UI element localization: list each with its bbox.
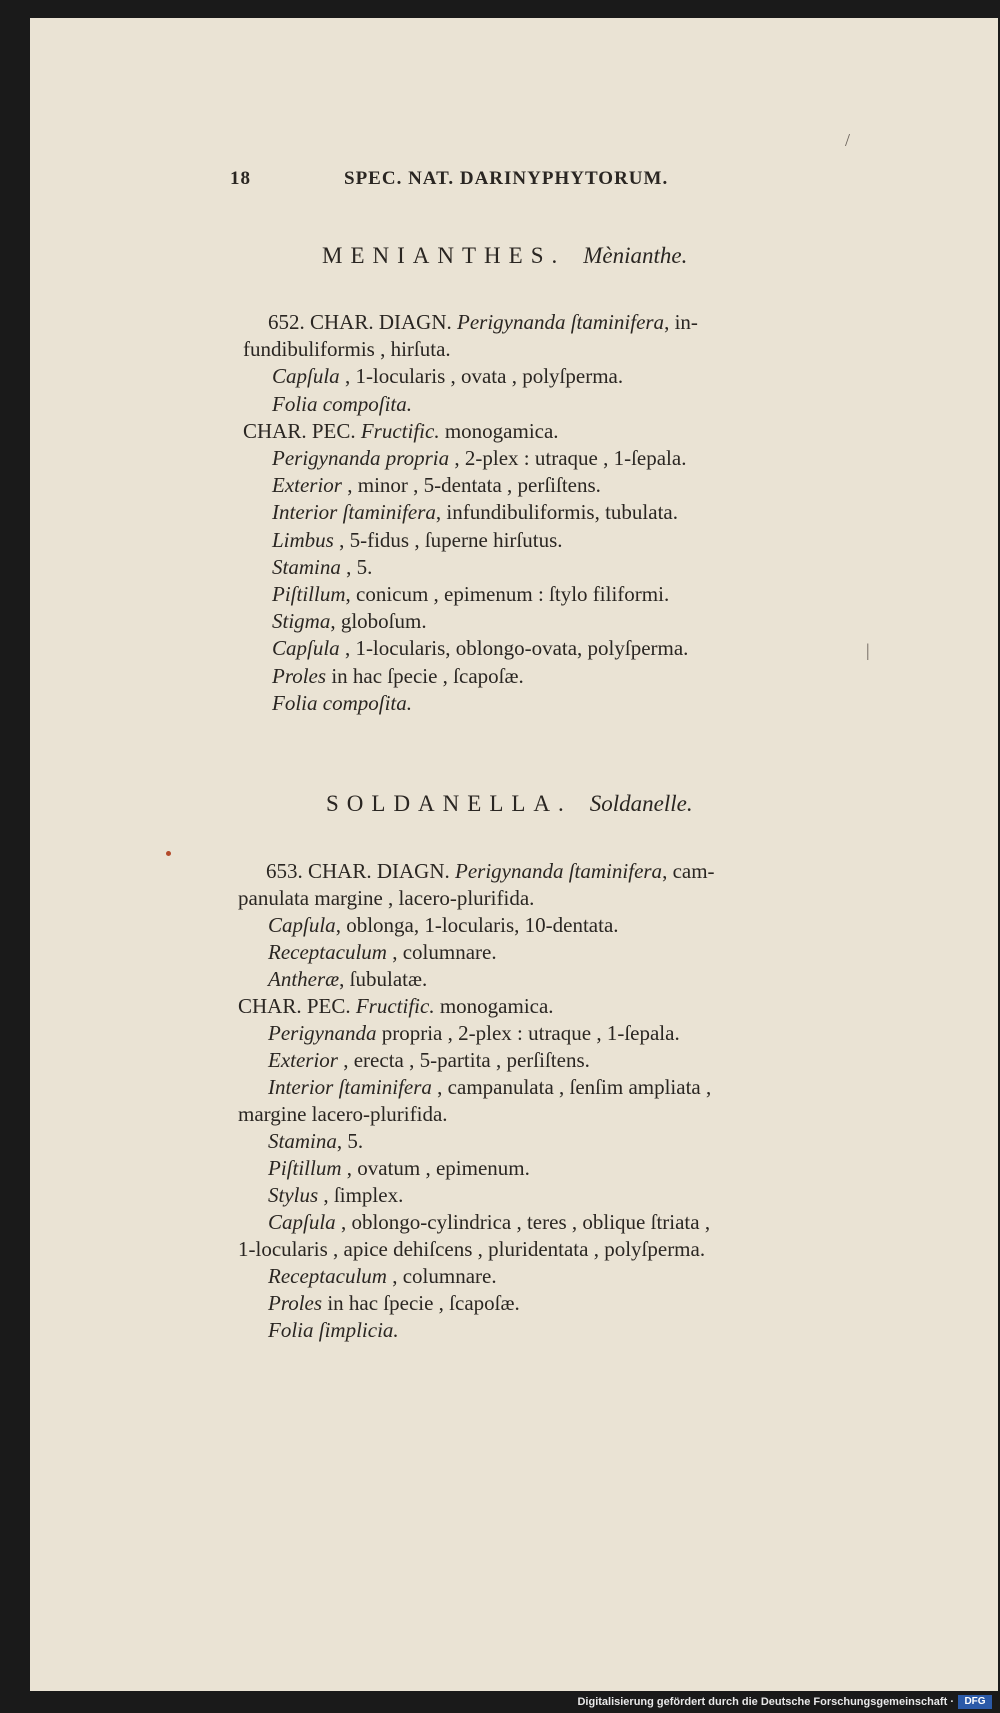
margin-mark: |	[866, 640, 870, 660]
running-title: SPEC. NAT. DARINYPHYTORUM.	[344, 168, 669, 189]
line-italic: Proles	[268, 1291, 323, 1315]
line-rest: , oblonga, 1-locularis, 10-dentata.	[335, 913, 619, 937]
line-text: panulata margine , lacero-plurifida.	[238, 886, 535, 910]
genus-name-italic: Mènianthe.	[583, 243, 688, 268]
text-line	[268, 1209, 710, 1235]
line-italic: Antheræ	[268, 967, 340, 991]
line-italic: Exterior	[268, 1048, 338, 1072]
line-rest: , in-	[664, 310, 698, 334]
line-italic: Stamina	[268, 1129, 337, 1153]
line-italic: Perigynanda ſtaminifera	[457, 310, 665, 334]
text-line	[268, 1317, 399, 1343]
line-rest: , infundibuliformis, tubulata.	[435, 500, 678, 524]
line-text: 652. CHAR. DIAGN.	[268, 310, 452, 334]
line-rest: , 2-plex : utraque , 1-ſepala.	[449, 446, 687, 470]
line-rest: in hac ſpecie , ſcapoſæ.	[322, 1291, 520, 1315]
dfg-logo-icon: DFG	[958, 1695, 992, 1709]
text-line	[268, 1020, 680, 1046]
text-line	[268, 939, 497, 965]
text-line	[268, 966, 427, 992]
line-rest: , cam-	[662, 859, 715, 883]
line-italic: Fructific.	[355, 994, 435, 1018]
text-line	[238, 1101, 448, 1127]
line-rest: , 5-fidus , ſuperne hirſutus.	[333, 528, 563, 552]
line-text: 1-locularis , apice dehiſcens , pluridentata , polyſperma.	[238, 1237, 706, 1261]
margin-mark: /	[845, 130, 851, 150]
text-line	[272, 527, 563, 553]
text-line	[272, 499, 678, 525]
text-line	[268, 1047, 590, 1073]
line-rest: , conicum , epimenum : ſtylo filiformi.	[345, 582, 670, 606]
text-line	[238, 993, 554, 1019]
line-italic: Exterior	[272, 473, 342, 497]
line-italic: Folia compoſita.	[272, 691, 412, 715]
line-rest: , erecta , 5-partita , perſiſtens.	[337, 1048, 590, 1072]
line-rest: propria , 2-plex : utraque , 1-ſepala.	[376, 1021, 680, 1045]
line-italic: Capſula	[268, 913, 336, 937]
line-rest: , columnare.	[386, 940, 497, 964]
line-italic: Perigynanda ſtaminifera	[455, 859, 663, 883]
text-block	[30, 18, 998, 1691]
line-italic: Folia compoſita.	[272, 392, 412, 416]
line-italic: Capſula	[272, 364, 340, 388]
line-rest: , ſubulatæ.	[339, 967, 428, 991]
text-line	[266, 858, 715, 884]
text-line	[268, 309, 698, 335]
genus-title	[326, 791, 693, 817]
footer-bar	[0, 1692, 1000, 1713]
genus-name-caps: MENIANTHES.	[322, 243, 566, 268]
line-rest: , ovatum , epimenum.	[341, 1156, 530, 1180]
line-text: fundibuliformis , hirſuta.	[243, 337, 451, 361]
line-italic: Capſula	[268, 1210, 336, 1234]
text-line	[272, 635, 688, 661]
line-text: CHAR. PEC.	[243, 419, 356, 443]
line-italic: Receptaculum	[268, 1264, 387, 1288]
line-italic: Interior ſtaminifera	[272, 500, 436, 524]
text-line	[272, 608, 427, 634]
line-rest: monogamica.	[439, 419, 559, 443]
page-number: 18	[230, 168, 251, 189]
line-rest: , 1-locularis , ovata , polyſperma.	[339, 364, 624, 388]
text-line	[272, 554, 372, 580]
line-italic: Interior ſtaminifera	[268, 1075, 432, 1099]
line-italic: Capſula	[272, 636, 340, 660]
line-italic: Fructific.	[360, 419, 440, 443]
line-rest: , minor , 5-dentata , perſiſtens.	[341, 473, 601, 497]
line-rest: in hac ſpecie , ſcapoſæ.	[326, 664, 524, 688]
line-rest: , 5.	[340, 555, 373, 579]
line-rest: , 1-locularis, oblongo-ovata, polyſperma.	[339, 636, 689, 660]
text-line	[238, 885, 534, 911]
line-text: 653. CHAR. DIAGN.	[266, 859, 450, 883]
book-page	[30, 18, 998, 1691]
line-rest: , 5.	[336, 1129, 364, 1153]
text-line	[268, 1155, 530, 1181]
line-italic: Stigma	[272, 609, 331, 633]
text-line	[272, 363, 623, 389]
footer-credit: Digitalisierung gefördert durch die Deutsche Forschungsgemeinschaft ·	[577, 1696, 954, 1708]
text-line	[272, 445, 686, 471]
text-line	[243, 336, 451, 362]
line-rest: monogamica.	[434, 994, 554, 1018]
line-rest: , campanulata , ſenſim ampliata ,	[431, 1075, 712, 1099]
line-italic: Stylus	[268, 1183, 319, 1207]
text-line	[272, 663, 524, 689]
line-text: CHAR. PEC.	[238, 994, 351, 1018]
genus-title	[322, 243, 687, 269]
text-line	[268, 1182, 403, 1208]
text-line	[268, 1263, 497, 1289]
line-italic: Perigynanda	[268, 1021, 377, 1045]
text-line	[272, 690, 412, 716]
line-rest: , oblongo-cylindrica , teres , oblique ſtriata ,	[335, 1210, 711, 1234]
line-italic: Limbus	[272, 528, 334, 552]
line-italic: Proles	[272, 664, 327, 688]
line-italic: Receptaculum	[268, 940, 387, 964]
text-line	[268, 912, 619, 938]
text-line	[268, 1074, 711, 1100]
line-rest: , ſimplex.	[318, 1183, 404, 1207]
line-italic: Perigynanda propria	[272, 446, 450, 470]
text-line	[243, 418, 559, 444]
line-italic: Stamina	[272, 555, 341, 579]
text-line	[272, 472, 601, 498]
genus-name-caps: SOLDANELLA.	[326, 791, 572, 816]
line-italic: Folia ſimplicia.	[268, 1318, 399, 1342]
ink-spot	[166, 851, 171, 856]
line-italic: Piſtillum	[268, 1156, 342, 1180]
text-line	[272, 391, 412, 417]
text-line	[268, 1128, 363, 1154]
line-rest: , globoſum.	[330, 609, 427, 633]
text-line	[272, 581, 669, 607]
genus-name-italic: Soldanelle.	[589, 791, 693, 816]
line-text: margine lacero-plurifida.	[238, 1102, 448, 1126]
line-italic: Piſtillum	[272, 582, 346, 606]
text-line	[268, 1290, 520, 1316]
text-line	[238, 1236, 705, 1262]
line-rest: , columnare.	[386, 1264, 497, 1288]
